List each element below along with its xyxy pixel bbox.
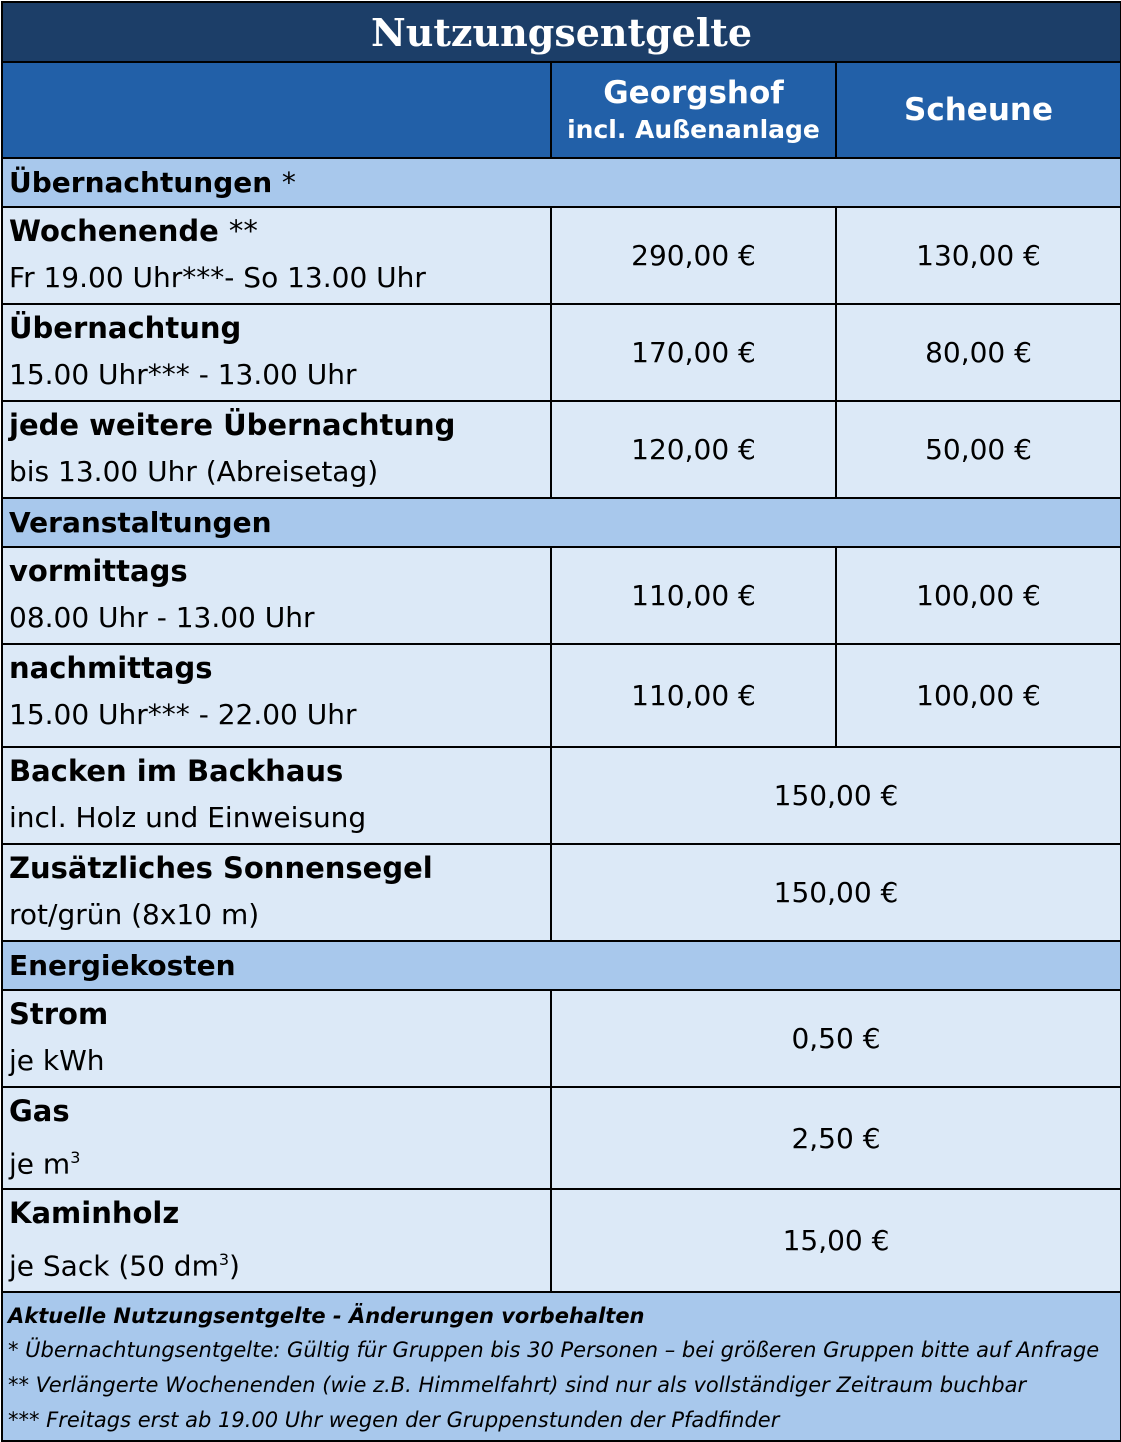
table-row xyxy=(2,547,1121,644)
column-georgshof-title: Georgshof xyxy=(603,75,784,111)
row-detail: je kWh xyxy=(9,1044,105,1077)
section-row xyxy=(2,941,1121,990)
price-scheune: 80,00 € xyxy=(836,304,1121,401)
table-row xyxy=(2,1189,1121,1291)
column-georgshof-subtitle: incl. Außenanlage xyxy=(567,115,820,144)
column-header-scheune xyxy=(836,62,1121,158)
row-label-cell xyxy=(2,747,551,844)
column-scheune-title: Scheune xyxy=(904,92,1053,128)
price-combined: 15,00 € xyxy=(551,1189,1121,1291)
section-title: Übernachtungen xyxy=(9,166,273,199)
notes-row xyxy=(2,1292,1121,1441)
price-scheune: 100,00 € xyxy=(836,547,1121,644)
row-label-cell xyxy=(2,644,551,747)
section-row xyxy=(2,158,1121,207)
row-label: Gas xyxy=(9,1094,70,1128)
row-detail-end: ) xyxy=(229,1249,240,1283)
table-row xyxy=(2,644,1121,747)
footnotes xyxy=(2,1292,1121,1441)
row-label: Kaminholz xyxy=(9,1196,180,1231)
footnote-line: ** Verlängerte Wochenenden (wie z.B. Himmelfahrt) sind nur als vollständiger Zeitraum buchbar xyxy=(8,1372,1027,1397)
footnote-line: * Übernachtungsentgelte: Gültig für Gruppen bis 30 Personen – bei größeren Gruppen bitte auf Anfrage xyxy=(8,1337,1100,1362)
price-combined: 150,00 € xyxy=(551,747,1121,844)
header-row xyxy=(2,62,1121,158)
row-label-cell xyxy=(2,547,551,644)
price-georgshof: 110,00 € xyxy=(551,644,836,747)
row-label xyxy=(9,208,550,254)
price-combined: 2,50 € xyxy=(551,1087,1121,1189)
price-georgshof: 110,00 € xyxy=(551,547,836,644)
superscript: 3 xyxy=(70,1148,81,1167)
footnote-marker: * xyxy=(281,166,296,199)
row-detail: rot/grün (8x10 m) xyxy=(9,898,260,931)
section-veranstaltungen: Veranstaltungen xyxy=(2,498,1121,547)
row-label-cell xyxy=(2,990,551,1087)
row-label-cell xyxy=(2,207,551,304)
row-detail: 08.00 Uhr - 13.00 Uhr xyxy=(9,601,315,634)
table-row xyxy=(2,207,1121,304)
row-label: nachmittags xyxy=(9,651,213,685)
price-combined: 0,50 € xyxy=(551,990,1121,1087)
row-detail-text: je Sack (50 dm xyxy=(9,1249,219,1283)
row-detail-text: je m xyxy=(9,1147,71,1181)
table-row xyxy=(2,990,1121,1087)
price-scheune: 50,00 € xyxy=(836,401,1121,498)
price-scheune: 130,00 € xyxy=(836,207,1121,304)
price-georgshof: 290,00 € xyxy=(551,207,836,304)
table-row xyxy=(2,1087,1121,1189)
row-detail: Fr 19.00 Uhr***- So 13.00 Uhr xyxy=(9,261,426,294)
row-label: vormittags xyxy=(9,554,188,588)
footnote-marker: ** xyxy=(228,214,258,248)
price-georgshof: 170,00 € xyxy=(551,304,836,401)
superscript: 3 xyxy=(218,1250,230,1270)
row-detail: incl. Holz und Einweisung xyxy=(9,801,367,834)
row-label-text: Wochenende xyxy=(9,214,219,248)
section-energiekosten: Energiekosten xyxy=(2,941,1121,990)
section-row xyxy=(2,498,1121,547)
row-label: jede weitere Übernachtung xyxy=(9,408,456,442)
row-detail: 15.00 Uhr*** - 22.00 Uhr xyxy=(9,698,357,731)
price-combined: 150,00 € xyxy=(551,844,1121,941)
title-row xyxy=(2,2,1121,62)
notes-heading: Aktuelle Nutzungsentgelte - Änderungen vorbehalten xyxy=(8,1303,645,1328)
row-label-cell xyxy=(2,401,551,498)
table-row xyxy=(2,747,1121,844)
section-uebernachtungen xyxy=(2,158,1121,207)
row-label: Zusätzliches Sonnensegel xyxy=(9,851,433,885)
table-row xyxy=(2,844,1121,941)
row-label-cell xyxy=(2,1087,551,1189)
row-label: Backen im Backhaus xyxy=(9,754,344,788)
row-detail xyxy=(9,1134,550,1188)
row-label: Übernachtung xyxy=(9,311,242,345)
row-detail: bis 13.00 Uhr (Abreisetag) xyxy=(9,455,379,488)
row-label-cell xyxy=(2,304,551,401)
footnote-line: *** Freitags erst ab 19.00 Uhr wegen der Gruppenstunden der Pfadfinder xyxy=(8,1407,780,1432)
price-georgshof: 120,00 € xyxy=(551,401,836,498)
table-row xyxy=(2,304,1121,401)
row-label: Strom xyxy=(9,997,109,1031)
page-title: Nutzungsentgelte xyxy=(2,2,1121,62)
row-label-cell xyxy=(2,844,551,941)
header-empty-cell xyxy=(2,62,551,158)
row-detail: 15.00 Uhr*** - 13.00 Uhr xyxy=(9,358,357,391)
row-detail xyxy=(9,1236,550,1290)
row-label-cell xyxy=(2,1189,551,1291)
column-header-georgshof xyxy=(551,62,836,158)
price-scheune: 100,00 € xyxy=(836,644,1121,747)
price-table xyxy=(1,1,1121,1442)
table-row xyxy=(2,401,1121,498)
